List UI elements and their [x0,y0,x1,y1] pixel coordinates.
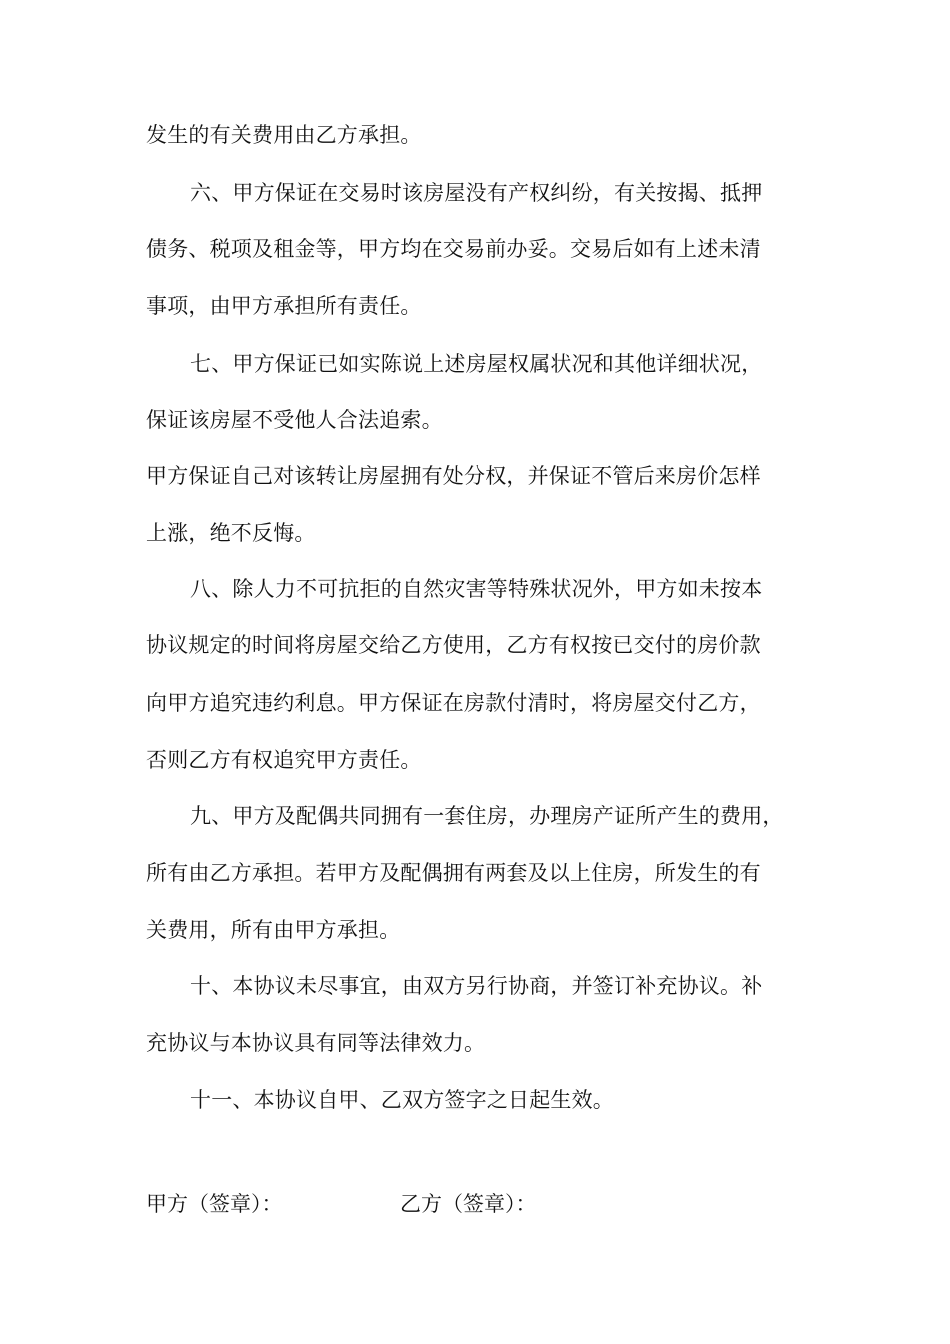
text-line: 向甲方追究违约利息。甲方保证在房款付清时，将房屋交付乙方， [146,691,761,715]
text-line: 甲方保证自己对该转让房屋拥有处分权，并保证不管后来房价怎样 [146,464,761,488]
text-line: 协议规定的时间将房屋交给乙方使用，乙方有权按已交付的房价款 [146,633,761,657]
text-line: 保证该房屋不受他人合法追索。 [146,408,443,432]
clause-eight-line: 八、除人力不可抗拒的自然灾害等特殊状况外，甲方如未按本 [190,577,763,601]
clause-nine-line: 九、甲方及配偶共同拥有一套住房，办理房产证所产生的费用， [190,804,784,828]
party-a-signature-label: 甲方（签章）： [146,1192,283,1216]
text-line: 上涨，绝不反悔。 [146,521,316,545]
text-line: 发生的有关费用由乙方承担。 [146,123,422,147]
clause-six-line: 六、甲方保证在交易时该房屋没有产权纠纷，有关按揭、抵押 [190,181,763,205]
party-b-signature-label: 乙方（签章）： [400,1192,537,1216]
text-line: 关费用，所有由甲方承担。 [146,918,401,942]
text-line: 否则乙方有权追究甲方责任。 [146,748,422,772]
text-line: 充协议与本协议具有同等法律效力。 [146,1031,486,1055]
text-line: 事项，由甲方承担所有责任。 [146,294,422,318]
text-line: 债务、税项及租金等，甲方均在交易前办妥。交易后如有上述未清 [146,237,761,261]
clause-eleven-line: 十一、本协议自甲、乙双方签字之日起生效。 [190,1088,614,1112]
clause-ten-line: 十、本协议未尽事宜，由双方另行协商，并签订补充协议。补 [190,974,763,998]
clause-seven-line: 七、甲方保证已如实陈说上述房屋权属状况和其他详细状况， [190,352,763,376]
text-line: 所有由乙方承担。若甲方及配偶拥有两套及以上住房，所发生的有 [146,861,761,885]
